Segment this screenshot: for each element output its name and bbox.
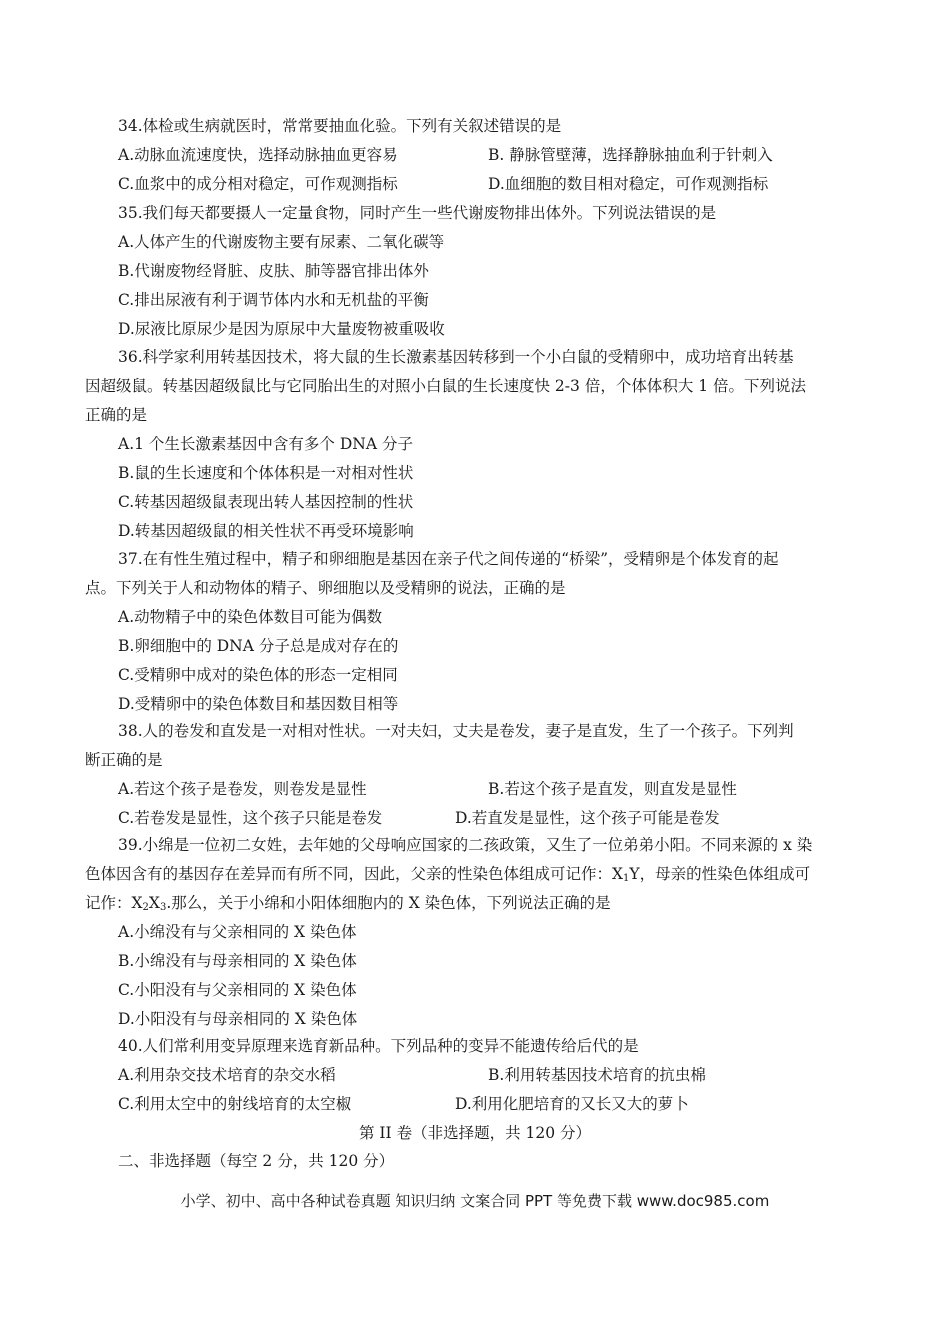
option-c: C.血浆中的成分相对稳定，可作观测指标 — [118, 175, 398, 193]
question-35 — [118, 199, 870, 344]
option-d: D.血细胞的数目相对稳定，可作观测指标 — [488, 175, 769, 193]
option-a: A.1 个生长激素基因中含有多个 DNA 分子 — [118, 435, 413, 453]
option-d: D.小阳没有与母亲相同的 X 染色体 — [118, 1010, 358, 1028]
question-40 — [118, 1032, 870, 1119]
question-stem: 38.人的卷发和直发是一对相对性状。一对夫妇，丈夫是卷发，妻子是直发，生了一个孩子。下列判 — [118, 722, 794, 740]
option-d: D.若直发是显性，这个孩子可能是卷发 — [455, 809, 720, 827]
question-stem-cont: 断正确的是 — [85, 751, 163, 769]
stem-text: 记作：X — [85, 894, 143, 912]
question-36 — [85, 343, 870, 546]
question-stem: 37.在有性生殖过程中，精子和卵细胞是基因在亲子代之间传递的“桥梁”，受精卵是个体发育的起 — [118, 550, 779, 568]
option-row — [118, 170, 870, 199]
question-stem-cont: 正确的是 — [85, 406, 148, 424]
section-subtitle: 二、非选择题（每空 2 分，共 120 分） — [118, 1152, 395, 1170]
option-d: D.受精卵中的染色体数目和基因数目相等 — [118, 695, 399, 713]
option-b: B. 静脉管壁薄，选择静脉抽血利于针刺入 — [488, 146, 773, 164]
option-b: B.小绵没有与母亲相同的 X 染色体 — [118, 952, 357, 970]
option-b: B.若这个孩子是直发，则直发是显性 — [488, 780, 737, 798]
stem-text: .那么，关于小绵和小阳体细胞内的 X 染色体，下列说法正确的是 — [166, 894, 611, 912]
option-c: C.转基因超级鼠表现出转人基因控制的性状 — [118, 493, 414, 511]
option-row — [118, 775, 870, 804]
option-a: A.若这个孩子是卷发，则卷发是显性 — [118, 780, 367, 798]
option-b: B.利用转基因技术培育的抗虫棉 — [488, 1066, 706, 1084]
question-stem: 39.小绵是一位初二女姓，去年她的父母响应国家的二孩政策，又生了一位弟弟小阳。不同来源的 x 染 — [118, 836, 813, 854]
option-row — [118, 141, 870, 170]
question-39 — [85, 831, 870, 1034]
option-b: B.卵细胞中的 DNA 分子总是成对存在的 — [118, 637, 399, 655]
subscript: 2 — [142, 902, 149, 913]
option-c: C.受精卵中成对的染色体的形态一定相同 — [118, 666, 398, 684]
stem-text: X — [148, 894, 160, 912]
subscript: 3 — [159, 902, 167, 913]
question-38 — [85, 717, 870, 833]
question-stem-cont: 因超级鼠。转基因超级鼠比与它同胎出生的对照小白鼠的生长速度快 2-3 倍，个体体积大 1 倍。下列说法 — [85, 377, 807, 395]
question-34 — [118, 112, 870, 199]
stem-text: Y，母亲的性染色体组成可 — [629, 865, 811, 883]
option-d: D.转基因超级鼠的相关性状不再受环境影响 — [118, 522, 414, 540]
option-a: A.人体产生的代谢废物主要有尿素、二氧化碳等 — [118, 233, 445, 251]
question-stem-cont — [85, 889, 870, 918]
option-a: A.动物精子中的染色体数目可能为偶数 — [118, 608, 383, 626]
option-c: C.排出尿液有利于调节体内水和无机盐的平衡 — [118, 291, 429, 309]
question-stem: 35.我们每天都要摄人一定量食物，同时产生一些代谢废物排出体外。下列说法错误的是 — [118, 204, 717, 222]
option-row — [118, 1061, 870, 1090]
section-title: 第 II 卷（非选择题，共 120 分） — [358, 1124, 592, 1142]
option-a: A.小绵没有与父亲相同的 X 染色体 — [118, 923, 357, 941]
question-stem-cont — [85, 860, 870, 889]
question-stem-cont: 点。下列关于人和动物体的精子、卵细胞以及受精卵的说法，正确的是 — [85, 579, 566, 597]
footer-watermark: 小学、初中、高中各种试卷真题 知识归纳 文案合同 PPT 等免费下载 www.doc985.com — [180, 1192, 770, 1210]
option-a: A.动脉血流速度快，选择动脉抽血更容易 — [118, 146, 398, 164]
question-stem: 36.科学家利用转基因技术，将大鼠的生长激素基因转移到一个小白鼠的受精卵中，成功培育出转基 — [118, 348, 794, 366]
option-a: A.利用杂交技术培育的杂交水稻 — [118, 1066, 336, 1084]
option-row — [118, 804, 870, 833]
option-d: D.利用化肥培育的又长又大的萝卜 — [455, 1095, 689, 1113]
option-row — [118, 1090, 870, 1119]
option-b: B.鼠的生长速度和个体体积是一对相对性状 — [118, 464, 414, 482]
question-stem: 34.体检或生病就医时，常常要抽血化验。下列有关叙述错误的是 — [118, 117, 562, 135]
option-c: C.小阳没有与父亲相同的 X 染色体 — [118, 981, 357, 999]
subscript: 1 — [623, 873, 630, 884]
stem-text: 色体因含有的基因存在差异而有所不同，因此，父亲的性染色体组成可记作：X — [85, 865, 624, 883]
option-d: D.尿液比原尿少是因为原尿中大量废物被重吸收 — [118, 320, 445, 338]
question-37 — [85, 545, 870, 719]
option-c: C.利用太空中的射线培育的太空椒 — [118, 1095, 352, 1113]
question-stem: 40.人们常利用变异原理来选育新品种。下列品种的变异不能遗传给后代的是 — [118, 1037, 639, 1055]
option-b: B.代谢废物经肾脏、皮肤、肺等器官排出体外 — [118, 262, 429, 280]
option-c: C.若卷发是显性，这个孩子只能是卷发 — [118, 809, 383, 827]
